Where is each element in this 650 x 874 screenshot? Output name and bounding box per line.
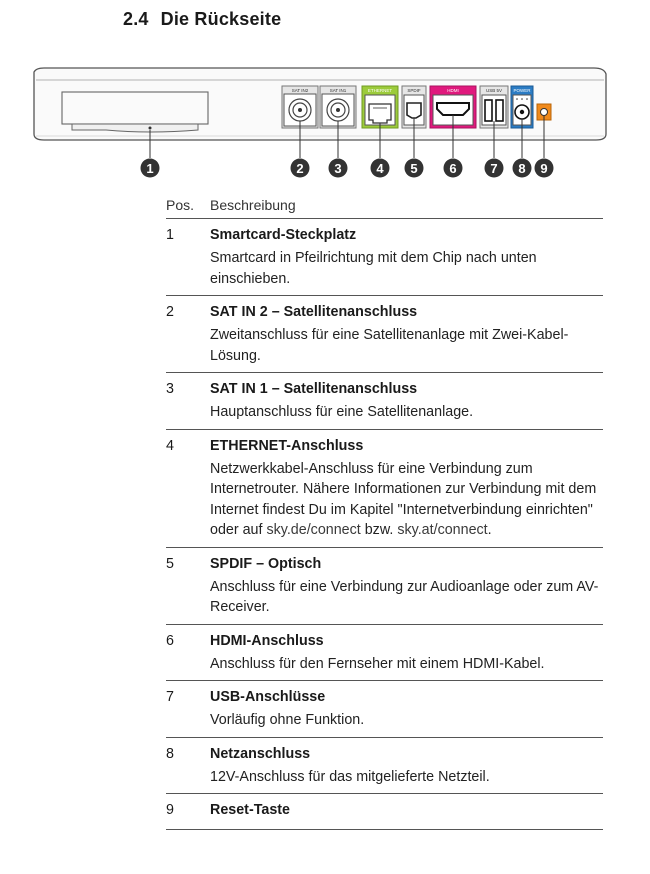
sky-at-connect-link[interactable]: sky.at/connect — [397, 522, 488, 538]
row-description: Vorläufig ohne Funktion. — [210, 712, 365, 728]
svg-text:2: 2 — [296, 161, 304, 176]
callout-8 — [513, 159, 532, 178]
svg-text:1: 1 — [146, 161, 154, 176]
callout-4 — [371, 159, 390, 178]
sat-in2-port-label: SAT IN2 — [291, 88, 309, 93]
row-description-text: Netzwerkkabel-Anschluss für eine Verbindung zum Internetrouter. Nähere Informationen zur Verbindung mit dem Internet findest Du im Kapitel "Internetverbindung einrichten" oder auf — [210, 460, 597, 538]
sky-de-connect-link[interactable]: sky.de/connect — [266, 522, 361, 538]
callout-1 — [141, 159, 160, 178]
row-pos: 5 — [166, 555, 174, 572]
row-pos: 4 — [166, 437, 174, 454]
svg-text:9: 9 — [540, 161, 548, 176]
row-description: Zweitanschluss für eine Satellitenanlage mit Zwei-Kabel-Lösung. — [210, 327, 569, 364]
table-row — [166, 681, 603, 738]
table-row — [166, 296, 603, 373]
header-description: Beschreibung — [210, 197, 296, 213]
section-title: Die Rückseite — [160, 9, 282, 29]
row-pos: 2 — [166, 304, 174, 320]
callout-6 — [444, 159, 463, 178]
row-description: Anschluss für eine Verbindung zur Audioanlage oder zum AV-Receiver. — [210, 578, 599, 615]
row-description: Anschluss für den Fernseher mit einem HDMI-Kabel. — [210, 655, 545, 672]
spdif-port-label: SPDIF — [407, 88, 421, 93]
row-title: Smartcard-Steckplatz — [210, 227, 357, 243]
callout-7 — [485, 159, 504, 178]
table-row — [166, 738, 603, 795]
row-description: Smartcard in Pfeilrichtung mit dem Chip nach unten einschieben. — [210, 250, 537, 287]
section-number: 2.4 — [123, 9, 149, 29]
row-title: Netzanschluss — [210, 745, 311, 762]
svg-text:7: 7 — [490, 161, 498, 176]
callout-3 — [329, 159, 348, 178]
callout-2 — [291, 159, 310, 178]
row-pos: 7 — [166, 689, 174, 705]
table-row — [166, 373, 603, 430]
description-table — [166, 192, 603, 830]
row-title: USB-Anschlüsse — [210, 689, 326, 705]
row-pos: 1 — [166, 227, 174, 243]
device-rear-diagram — [0, 58, 650, 188]
row-pos: 6 — [166, 632, 174, 649]
row-pos: 9 — [166, 802, 174, 818]
svg-text:5: 5 — [410, 161, 418, 176]
row-title: SAT IN 2 – Satellitenanschluss — [210, 304, 418, 320]
table-row — [166, 430, 603, 548]
callout-9 — [535, 159, 554, 178]
usb-port-label: USB 5V — [485, 88, 503, 93]
row-title: Reset-Taste — [210, 802, 290, 818]
table-row — [166, 625, 603, 682]
row-description-text: . — [487, 522, 492, 538]
row-description-text: bzw. — [360, 522, 398, 538]
row-pos: 3 — [166, 381, 174, 397]
callout-5 — [405, 159, 424, 178]
row-pos: 8 — [166, 745, 174, 762]
table-row — [166, 548, 603, 625]
svg-text:4: 4 — [376, 161, 384, 176]
svg-text:6: 6 — [449, 161, 457, 176]
row-title: SPDIF – Optisch — [210, 555, 322, 572]
power-port-label: POWER — [513, 88, 531, 93]
table-row — [166, 219, 603, 296]
hdmi-port-label: HDMI — [447, 88, 459, 93]
sat-in1-port-label: SAT IN1 — [329, 88, 347, 93]
table-header — [166, 192, 603, 219]
row-description: Hauptanschluss für eine Satellitenanlage. — [210, 404, 474, 420]
row-description: 12V-Anschluss für das mitgelieferte Netzteil. — [210, 768, 490, 785]
row-title: SAT IN 1 – Satellitenanschluss — [210, 381, 418, 397]
row-description — [210, 459, 603, 541]
ethernet-port-label: ETHERNET — [367, 88, 393, 93]
row-title: ETHERNET-Anschluss — [210, 437, 364, 454]
svg-text:8: 8 — [518, 161, 526, 176]
section-heading — [123, 9, 281, 30]
row-title: HDMI-Anschluss — [210, 632, 324, 649]
table-row — [166, 794, 603, 830]
svg-text:3: 3 — [334, 161, 342, 176]
header-pos: Pos. — [166, 197, 195, 213]
